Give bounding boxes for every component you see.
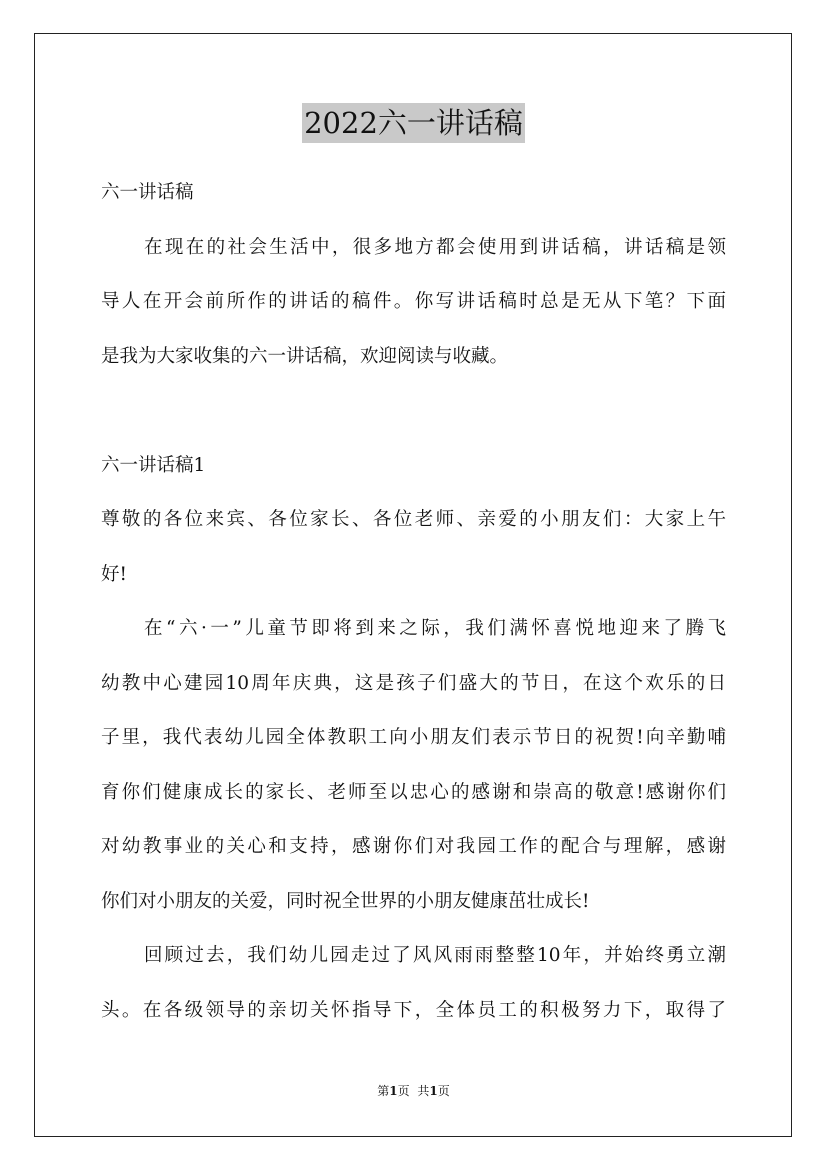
page-number: 1 bbox=[389, 1084, 398, 1098]
paragraph-line: 在现在的社会生活中，很多地方都会使用到讲话稿，讲话稿是领 bbox=[144, 236, 726, 258]
paragraph-line: 好! bbox=[101, 563, 127, 585]
total-label-prefix: 共 bbox=[417, 1084, 430, 1098]
paragraph-line: 在“六·一”儿童节即将到来之际，我们满怀喜悦地迎来了腾飞 bbox=[144, 618, 726, 639]
page-label-prefix: 第 bbox=[377, 1084, 390, 1098]
paragraph-line: 导人在开会前所作的讲话的稿件。你写讲话稿时总是无从下笔？下面 bbox=[101, 291, 726, 312]
paragraph-line: 回顾过去，我们幼儿园走过了风风雨雨整整10年，并始终勇立潮 bbox=[144, 945, 726, 966]
section-heading: 六一讲话稿1 bbox=[101, 454, 206, 476]
title-container bbox=[0, 103, 827, 143]
paragraph-line: 育你们健康成长的家长、老师至以忠心的感谢和崇高的敬意!感谢你们 bbox=[101, 781, 726, 803]
paragraph-gap bbox=[101, 393, 726, 448]
paragraph-line: 尊敬的各位来宾、各位家长、各位老师、亲爱的小朋友们：大家上午 bbox=[101, 509, 726, 530]
page-label-suffix: 页 bbox=[397, 1084, 410, 1098]
paragraph-line: 头。在各级领导的亲切关怀指导下，全体员工的积极努力下，取得了 bbox=[101, 999, 726, 1021]
paragraph-line: 你们对小朋友的关爱，同时祝全世界的小朋友健康茁壮成长! bbox=[101, 890, 590, 912]
paragraph-line: 是我为大家收集的六一讲话稿，欢迎阅读与收藏。 bbox=[101, 345, 509, 367]
total-label-suffix: 页 bbox=[437, 1084, 450, 1098]
document-title: 2022六一讲话稿 bbox=[302, 103, 525, 143]
page-footer bbox=[0, 1082, 827, 1099]
paragraph-line: 子里，我代表幼儿园全体教职工向小朋友们表示节日的祝贺!向辛勤哺 bbox=[101, 727, 726, 748]
document-body bbox=[101, 175, 726, 1047]
section-heading: 六一讲话稿 bbox=[101, 182, 194, 203]
paragraph-line: 对幼教事业的关心和支持，感谢你们对我园工作的配合与理解，感谢 bbox=[101, 836, 726, 857]
paragraph-line: 幼教中心建园10周年庆典，这是孩子们盛大的节日，在这个欢乐的日 bbox=[101, 672, 726, 694]
total-pages: 1 bbox=[429, 1084, 438, 1098]
